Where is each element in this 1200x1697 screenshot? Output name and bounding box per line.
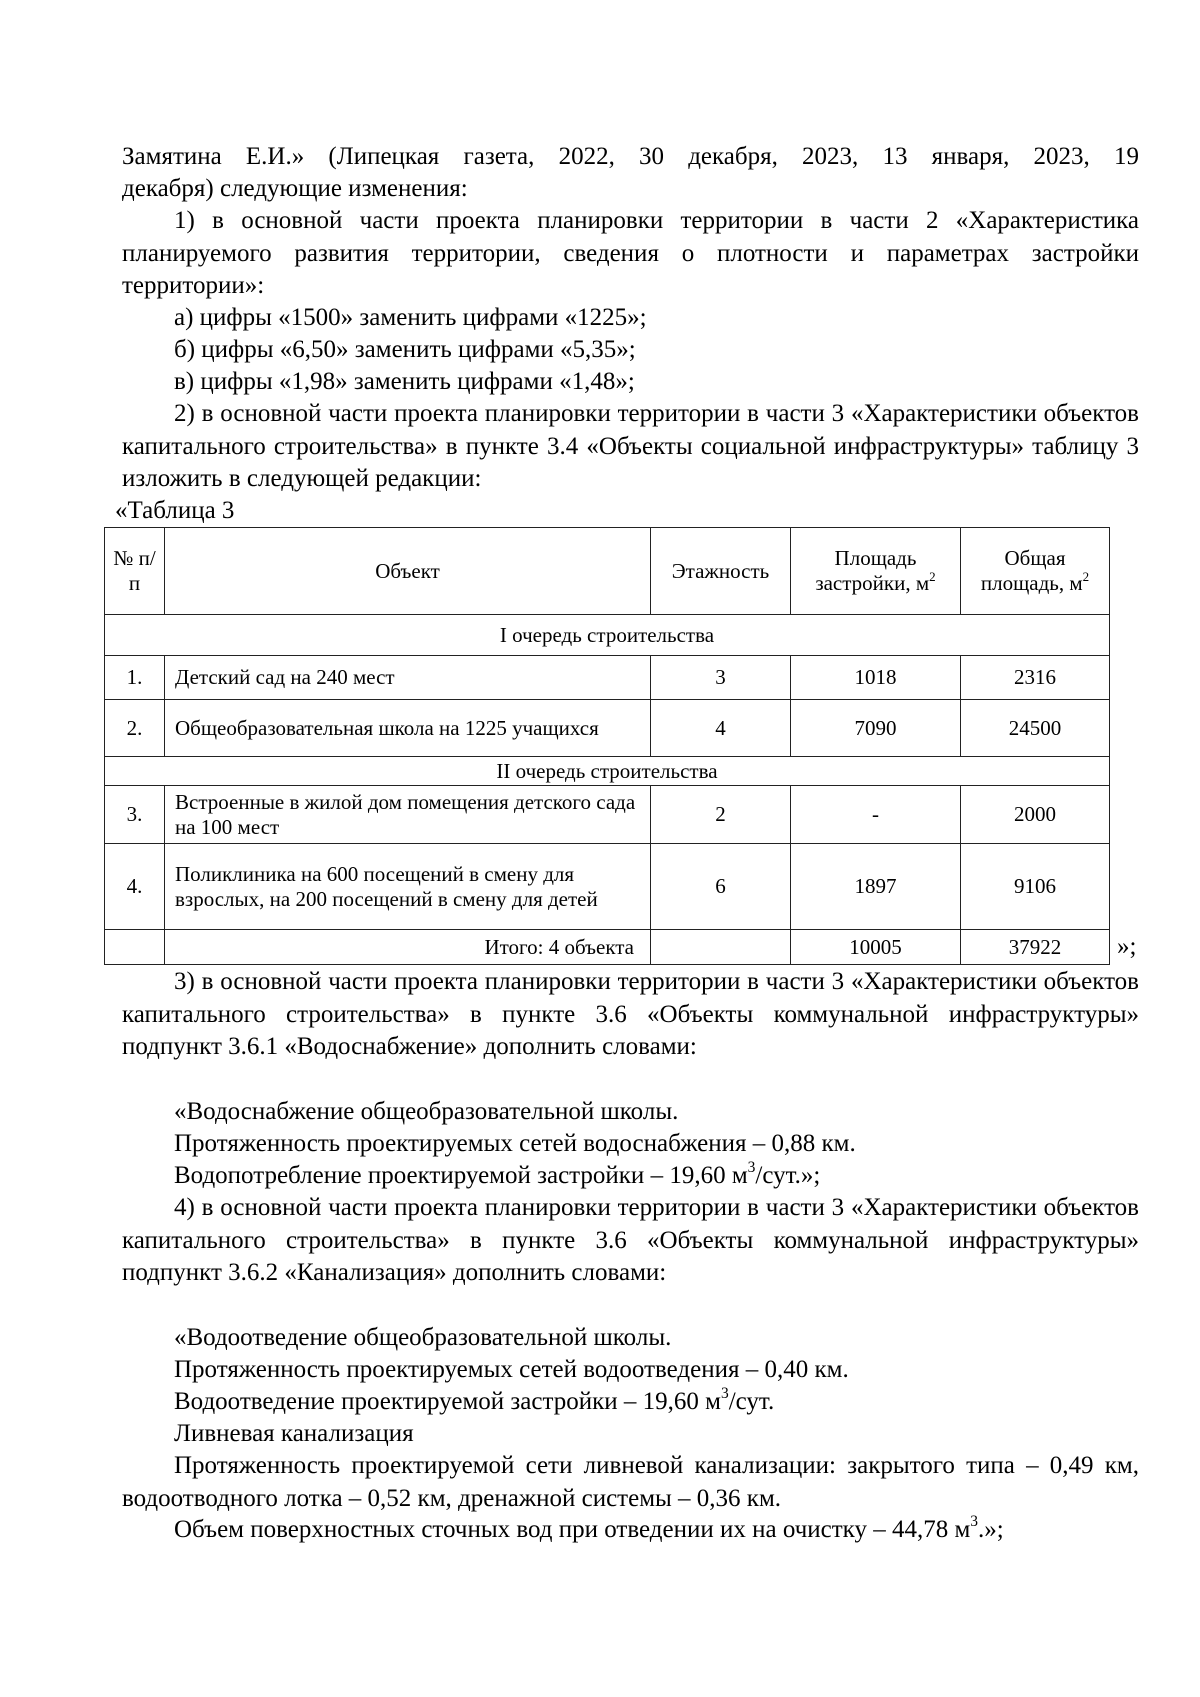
header-built-area-text: Площадь застройки, м: [815, 546, 930, 595]
cell-num: 1.: [105, 656, 165, 700]
intro-line-2: декабря) следующие изменения:: [122, 175, 468, 202]
header-num: № п/п: [105, 528, 165, 615]
objects-table: [104, 527, 1110, 965]
total-total: 37922: [961, 930, 1110, 965]
item-3-quote-2: Протяженность проектируемых сетей водоснабжения – 0,88 км.: [174, 1130, 856, 1157]
cell-total: 9106: [961, 844, 1110, 930]
cell-object: Поликлиника на 600 посещений в смену для взрослых, на 200 посещений в смену для детей: [165, 844, 651, 930]
item-3-quote-3-text: Водопотребление проектируемой застройки – 19,60 м: [174, 1162, 748, 1189]
cell-empty: [651, 930, 791, 965]
superscript: 3: [747, 1159, 756, 1177]
table-row: [105, 786, 1110, 844]
table-total-row: [105, 930, 1110, 965]
table-header-row: [105, 528, 1110, 615]
item-3-quote-3: [122, 1160, 1139, 1193]
header-built-area: [791, 528, 961, 615]
cell-object: Детский сад на 240 мест: [165, 656, 651, 700]
superscript: 2: [929, 568, 936, 584]
item-1-a: а) цифры «1500» заменить цифрами «1225»;: [174, 304, 647, 331]
table-title: «Таблица 3: [115, 497, 235, 524]
stage-row: [105, 615, 1110, 656]
item-2: 2) в основной части проекта планировки территории в части 3 «Характеристики объектов капитального строительства» в пункте 3.4 «Объекты социальной инфраструктуры» таблицу 3 изложить в следующей редакции:: [122, 400, 1139, 492]
item-3-quote-1: «Водоснабжение общеобразовательной школы.: [174, 1098, 679, 1125]
intro-line-1: Замятина Е.И.» (Липецкая газета, 2022, 30 декабря, 2023, 13 января, 2023, 19: [122, 143, 1139, 170]
header-total-area-text: Общая площадь, м: [980, 546, 1083, 595]
cell-num: 3.: [105, 786, 165, 844]
table-row: [105, 700, 1110, 757]
item-4-quote-5: Протяженность проектируемой сети ливневой канализации: закрытого типа – 0,49 км, водоотводного лотка – 0,52 км, дренажной системы – 0,36 км.: [122, 1452, 1139, 1512]
item-3-quote-3-end: /сут.»;: [755, 1162, 821, 1189]
table-close-quote: »;: [1117, 933, 1137, 960]
cell-object: Встроенные в жилой дом помещения детского сада на 100 мест: [165, 786, 651, 844]
item-1: 1) в основной части проекта планировки территории в части 2 «Характеристика планируемого развития территории, сведения о плотности и параметрах застройки территории»:: [122, 207, 1139, 299]
item-3: 3) в основной части проекта планировки территории в части 3 «Характеристики объектов капитального строительства» в пункте 3.6 «Объекты коммунальной инфраструктуры» подпункт 3.6.1 «Водоснабжение» дополнить словами:: [122, 968, 1139, 1060]
item-4-quote-3-text: Водоотведение проектируемой застройки – 19,60 м: [174, 1388, 721, 1415]
total-label: Итого: 4 объекта: [165, 930, 651, 965]
total-built: 10005: [791, 930, 961, 965]
cell-total: 24500: [961, 700, 1110, 757]
cell-total: 2000: [961, 786, 1110, 844]
table-row: [105, 844, 1110, 930]
cell-built: 1018: [791, 656, 961, 700]
stage-2-label: II очередь строительства: [105, 757, 1110, 786]
cell-built: 1897: [791, 844, 961, 930]
stage-1-label: I очередь строительства: [105, 615, 1110, 656]
item-4-quote-3-end: /сут.: [728, 1388, 775, 1415]
item-4-quote-6-end: .»;: [978, 1516, 1004, 1543]
header-total-area: [961, 528, 1110, 615]
item-4-quote-4: Ливневая канализация: [174, 1420, 414, 1447]
superscript: 3: [720, 1385, 729, 1403]
item-4-quote-3: [122, 1386, 1139, 1419]
cell-empty: [105, 930, 165, 965]
cell-floors: 3: [651, 656, 791, 700]
item-4-quote-6-text: Объем поверхностных сточных вод при отведении их на очистку – 44,78 м: [174, 1516, 971, 1543]
superscript: 2: [1082, 568, 1090, 584]
stage-row: [105, 757, 1110, 786]
cell-floors: 4: [651, 700, 791, 757]
cell-built: -: [791, 786, 961, 844]
superscript: 3: [970, 1513, 979, 1531]
item-4: 4) в основной части проекта планировки территории в части 3 «Характеристики объектов капитального строительства» в пункте 3.6 «Объекты коммунальной инфраструктуры» подпункт 3.6.2 «Канализация» дополнить словами:: [122, 1194, 1139, 1286]
item-4-quote-1: «Водоотведение общеобразовательной школы.: [174, 1324, 672, 1351]
cell-num: 2.: [105, 700, 165, 757]
item-4-quote-2: Протяженность проектируемых сетей водоотведения – 0,40 км.: [174, 1356, 849, 1383]
item-4-quote-6: [122, 1514, 1139, 1547]
cell-floors: 6: [651, 844, 791, 930]
cell-total: 2316: [961, 656, 1110, 700]
table-row: [105, 656, 1110, 700]
cell-num: 4.: [105, 844, 165, 930]
cell-built: 7090: [791, 700, 961, 757]
cell-floors: 2: [651, 786, 791, 844]
item-1-b: б) цифры «6,50» заменить цифрами «5,35»;: [174, 336, 636, 363]
item-1-c: в) цифры «1,98» заменить цифрами «1,48»;: [174, 368, 635, 395]
cell-object: Общеобразовательная школа на 1225 учащихся: [165, 700, 651, 757]
header-floors: Этажность: [651, 528, 791, 615]
header-object: Объект: [165, 528, 651, 615]
